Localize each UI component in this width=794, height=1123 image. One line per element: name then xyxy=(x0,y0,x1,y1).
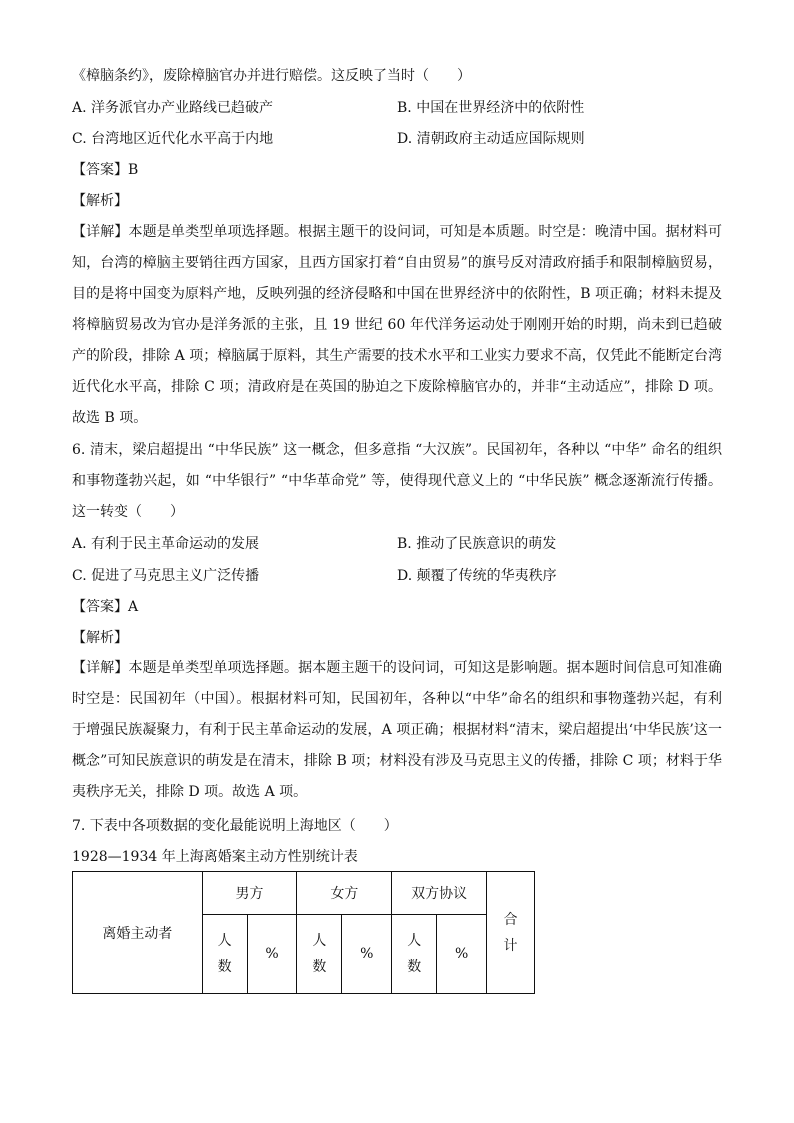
col-group-female: 女方 xyxy=(297,872,392,915)
q6-option-a: A. 有利于民主革命运动的发展 xyxy=(72,536,260,552)
q6-option-c: C. 促进了马克思主义广泛传播 xyxy=(72,568,260,584)
q5-detail: 【详解】本题是单类型单项选择题。根据主题干的设问词，可知是本质题。时空是：晚清中国。据材料可知，台湾的樟脑主要销往西方国家，且西方国家打着“自由贸易”的旗号反对清政府插手和限制樟脑贸易，目的是将中国变为原料产地，反映列强的经济侵略和中国在世界经济中的依附性，B 项正确；材料未提及将樟脑贸易改为官办是洋务派的主张，且 19 世纪 60 年代洋务运动处于刚刚开始的时期，尚未到已趋破产的阶段，排除 A 项；樟脑属于原料，其生产需要的技术水平和工业实力要求不高，仅凭此不能断定台湾近代化水平高，排除 C 项；清政府是在英国的胁迫之下废除樟脑官办的，并非“主动适应”，排除 D 项。故选 B 项。 xyxy=(72,224,722,426)
q5-option-a: A. 洋务派官办产业路线已趋破产 xyxy=(72,100,274,116)
q6-answer: 【答案】A xyxy=(72,599,139,615)
col-male-percent: % xyxy=(247,915,297,994)
q5-analysis-label: 【解析】 xyxy=(72,193,128,209)
q5-option-c: C. 台湾地区近代化水平高于内地 xyxy=(72,131,274,147)
col-group-mutual: 双方协议 xyxy=(392,872,487,915)
q5-option-b: B. 中国在世界经济中的依附性 xyxy=(397,100,585,116)
divorce-statistics-table xyxy=(72,871,535,994)
q6-analysis-label: 【解析】 xyxy=(72,630,128,646)
q5-stem: 《樟脑条约》，废除樟脑官办并进行赔偿。这反映了当时（ ） xyxy=(72,68,471,84)
col-male-count: 人数 xyxy=(202,915,247,994)
q6-detail: 【详解】本题是单类型单项选择题。据本题主题干的设问词，可知这是影响题。据本题时间信息可知准确时空是：民国初年（中国）。根据材料可知，民国初年，各种以“中华”命名的组织和事物蓬勃兴起，有利于增强民族凝聚力，有利于民主革命运动的发展，A 项正确；根据材料“清末，梁启超提出‘中华民族’这一概念”可知民族意识的萌发是在清末，排除 B 项；材料没有涉及马克思主义的传播，排除 C 项；材料于华夷秩序无关，排除 D 项。故选 A 项。 xyxy=(72,660,722,800)
col-female-percent: % xyxy=(342,915,392,994)
q6-stem: 6. 清末，梁启超提出 “中华民族” 这一概念，但多意指 “大汉族”。民国初年，各种以 “中华” 命名的组织和事物蓬勃兴起，如 “中华银行” “中华革命党” 等，使得现代意义上的 “中华民族” 概念逐渐流行传播。这一转变（ ） xyxy=(72,442,722,520)
col-female-count: 人数 xyxy=(297,915,342,994)
col-mutual-count: 人数 xyxy=(392,915,437,994)
q5-option-d: D. 清朝政府主动适应国际规则 xyxy=(397,131,585,147)
q5-answer: 【答案】B xyxy=(72,162,139,178)
row-header-initiator: 离婚主动者 xyxy=(73,872,203,994)
q6-option-d: D. 颠覆了传统的华夷秩序 xyxy=(397,568,557,584)
q6-option-b: B. 推动了民族意识的萌发 xyxy=(397,536,557,552)
q7-table-caption: 1928—1934 年上海离婚案主动方性别统计表 xyxy=(72,849,358,865)
q7-stem: 7. 下表中各项数据的变化最能说明上海地区（ ） xyxy=(72,818,398,834)
col-group-male: 男方 xyxy=(202,872,297,915)
col-mutual-percent: % xyxy=(437,915,487,994)
col-total: 合计 xyxy=(487,872,535,994)
